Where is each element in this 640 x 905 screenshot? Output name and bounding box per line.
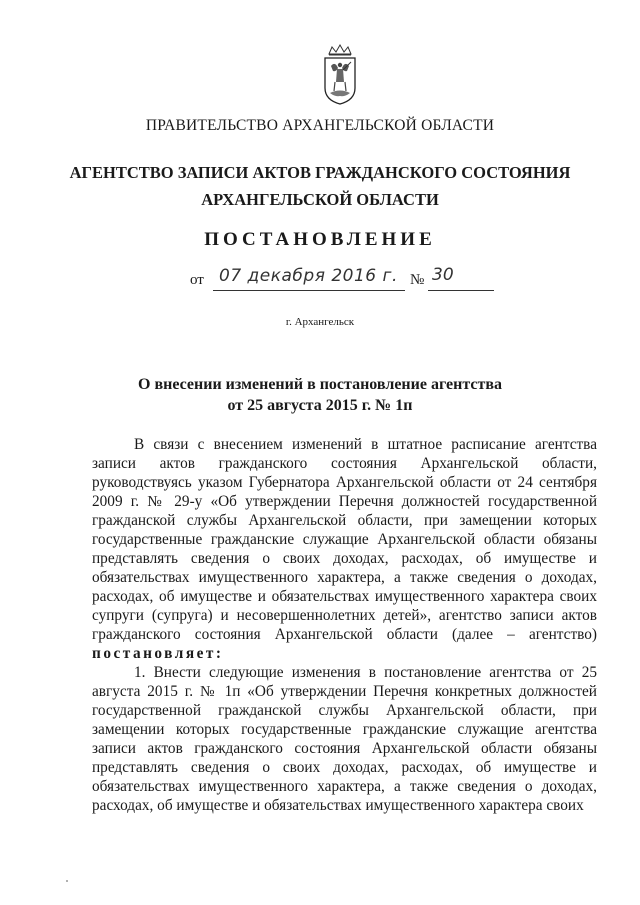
scan-speck [66,880,68,882]
agency-title [0,159,640,213]
agency-title-line2: АРХАНГЕЛЬСКОЙ ОБЛАСТИ [201,190,439,209]
date-underline [213,290,405,291]
date-prefix: от [190,272,204,288]
city-label: г. Архангельск [285,316,355,328]
decree-word: постановляет: [92,645,224,662]
agency-title-line1: АГЕНТСТВО ЗАПИСИ АКТОВ ГРАЖДАНСКОГО СОСТОЯНИЯ [69,163,571,182]
document-body [92,435,597,815]
subject-line2: от 25 августа 2015 г. № 1п [227,397,413,414]
subject-line1: О внесении изменений в постановление агентства [138,376,502,393]
document-subject [0,374,640,416]
handwritten-date: 07 декабря 2016 г. [219,266,398,286]
handwritten-number: 30 [432,265,454,285]
body-paragraph-preamble [92,435,597,663]
government-title: ПРАВИТЕЛЬСТВО АРХАНГЕЛЬСКОЙ ОБЛАСТИ [145,117,495,134]
body-paragraph-item-1: 1. Внести следующие изменения в постановление агентства от 25 августа 2015 г. № 1п «Об утверждении Перечня конкретных должностей государственной гражданской службы Архангельской области, при замещении которых государственные гражданские служащие агентства записи актов гражданского состояния Архангельской области обязаны представлять сведения о своих доходах, расходах, об имуществе и обязательствах имущественного характера, а также сведения о доходах, расходах, об имуществе и обязательствах имущественного характера своих [92,664,597,814]
number-prefix: № [410,272,425,288]
coat-of-arms-icon [321,44,359,106]
number-underline [428,290,494,291]
preamble-text: В связи с внесением изменений в штатное расписание агентства записи актов гражданского состояния Архангельской области, руководствуясь указом Губернатора Архангельской области от 24 сентября 2009 г. № 29-у «Об утверждении Перечня должностей государственной гражданской службы Архангельской области, при замещении которых государственные гражданские служащие Архангельской области обязаны представлять сведения о своих доходах, расходах, об имуществе и обязательствах имущественного характера, а также сведения о доходах, расходах, об имуществе и обязательствах имущественного характера своих супруги (супруга) и несовершеннолетних детей», агентство записи актов гражданского состояния Архангельской области (далее – агентство) [92,436,597,643]
date-number-line [0,266,640,296]
document-type: ПОСТАНОВЛЕНИЕ [204,229,436,250]
